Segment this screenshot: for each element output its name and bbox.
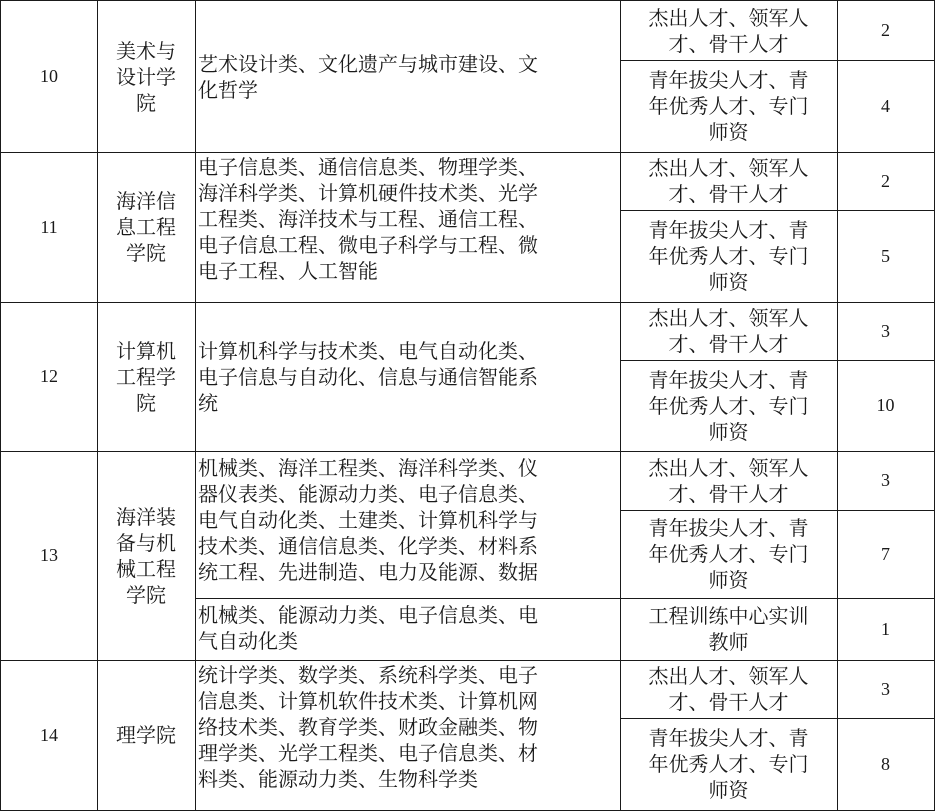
talent-category	[620, 1, 837, 60]
talent-category-line: 才、骨干人才	[668, 182, 789, 206]
college-name-text	[116, 338, 176, 416]
majors-list	[195, 302, 620, 451]
majors-list-line: 电子信息类、通信信息类、物理学类、	[198, 155, 538, 179]
talent-category-line: 师资	[708, 120, 749, 144]
majors-list-text	[198, 662, 538, 792]
majors-list-line: 艺术设计类、文化遗产与城市建设、文	[198, 51, 538, 76]
majors-list-line: 料类、能源动力类、生物科学类	[198, 767, 478, 791]
college-name-line: 海洋装	[116, 504, 176, 529]
talent-category-line: 才、骨干人才	[668, 31, 789, 56]
majors-list-extra-line: 气自动化类	[198, 629, 298, 653]
college-name-line: 械工程	[116, 556, 176, 581]
majors-list-text	[198, 338, 538, 416]
majors-list-line: 技术类、通信信息类、化学类、材料系	[198, 534, 538, 558]
position-count: 2	[881, 170, 890, 191]
majors-list-line: 电子信息工程、微电子科学与工程、微	[198, 233, 538, 257]
talent-category-line: 才、骨干人才	[668, 481, 789, 506]
majors-list-line: 电子信息与自动化、信息与通信智能系	[198, 364, 538, 389]
talent-category	[620, 510, 837, 598]
talent-category-line: 才、骨干人才	[668, 332, 789, 356]
majors-list-line: 电气自动化类、土建类、计算机科学与	[198, 508, 538, 532]
college-name	[97, 1, 195, 152]
talent-category-line: 年优秀人才、专门	[648, 752, 809, 776]
talent-category-line: 年优秀人才、专门	[648, 393, 809, 418]
talent-category-line: 年优秀人才、专门	[648, 542, 809, 566]
majors-list-line: 统计学类、数学类、系统科学类、电子	[198, 663, 538, 687]
majors-list-line: 化哲学	[198, 77, 258, 102]
talent-category-line: 才、骨干人才	[668, 690, 789, 714]
majors-list	[195, 451, 620, 598]
majors-list-line: 工程类、海洋技术与工程、通信工程、	[198, 207, 538, 231]
talent-category-line: 年优秀人才、专门	[648, 94, 809, 118]
talent-category-text	[649, 217, 809, 295]
college-name-text	[116, 504, 176, 608]
talent-category-text	[649, 663, 809, 715]
majors-list-extra-text	[198, 602, 538, 654]
majors-list-line: 机械类、海洋工程类、海洋科学类、仪	[198, 456, 538, 480]
college-name-line: 工程学	[116, 364, 176, 389]
position-count: 10	[876, 395, 895, 415]
position-count: 3	[881, 320, 890, 341]
majors-list-text	[198, 455, 538, 585]
college-name-text	[116, 188, 176, 266]
talent-category-line: 杰出人才、领军人	[648, 455, 809, 480]
talent-category-text	[649, 67, 809, 145]
majors-list-line: 海洋科学类、计算机硬件技术类、光学	[198, 181, 538, 205]
majors-list-extra	[195, 598, 620, 660]
talent-category-line: 师资	[708, 270, 749, 294]
majors-list-extra-line: 机械类、能源动力类、电子信息类、电	[198, 603, 538, 627]
college-name-line: 息工程	[116, 215, 176, 239]
talent-category-line: 杰出人才、领军人	[648, 5, 809, 30]
majors-list-text	[198, 51, 538, 103]
college-name-line: 海洋信	[116, 189, 176, 213]
college-name	[97, 660, 195, 810]
talent-category-line: 青年拔尖人才、青	[648, 726, 809, 750]
position-count: 7	[881, 543, 890, 564]
talent-category-line: 杰出人才、领军人	[648, 664, 809, 688]
talent-category-text	[649, 455, 809, 507]
position-count: 3	[881, 470, 890, 490]
talent-category-line: 师资	[708, 568, 749, 592]
talent-category	[620, 598, 837, 660]
college-name-line: 备与机	[116, 530, 176, 555]
talent-category-line: 师资	[708, 778, 749, 802]
college-name-line: 院	[136, 390, 156, 415]
college-name-line: 设计学	[116, 64, 176, 89]
majors-list-line: 器仪表类、能源动力类、电子信息类、	[198, 482, 538, 506]
talent-category-text	[649, 603, 809, 655]
talent-category	[620, 60, 837, 152]
majors-list-line: 统	[198, 390, 218, 415]
talent-category-text	[649, 305, 809, 357]
position-count: 1	[881, 618, 890, 639]
college-name-line: 计算机	[116, 338, 176, 363]
talent-category-line: 杰出人才、领军人	[648, 306, 809, 330]
talent-category-line: 工程训练中心实训	[648, 604, 809, 628]
row-number: 11	[40, 216, 58, 237]
talent-category-line: 青年拔尖人才、青	[648, 367, 809, 392]
majors-list-line: 电子工程、人工智能	[198, 259, 378, 283]
talent-category-line: 青年拔尖人才、青	[648, 218, 809, 242]
talent-category-line: 教师	[708, 630, 749, 654]
talent-category	[620, 451, 837, 510]
row-number: 14	[40, 724, 58, 745]
college-name-text	[116, 38, 176, 116]
position-count: 2	[881, 20, 890, 40]
college-name-line: 院	[136, 90, 156, 115]
talent-category	[620, 718, 837, 810]
talent-category-line: 师资	[708, 419, 749, 444]
position-count: 4	[881, 95, 890, 116]
talent-category-line: 青年拔尖人才、青	[648, 516, 809, 540]
talent-category	[620, 360, 837, 451]
talent-category-text	[649, 5, 809, 57]
college-name-line: 美术与	[116, 38, 176, 63]
talent-category	[620, 302, 837, 360]
position-count: 3	[881, 678, 890, 699]
majors-list-line: 络技术类、教育学类、财政金融类、物	[198, 715, 538, 739]
majors-list-text	[198, 154, 538, 284]
majors-list-line: 信息类、计算机软件技术类、计算机网	[198, 689, 538, 713]
college-name-line: 学院	[126, 241, 166, 265]
talent-category-line: 青年拔尖人才、青	[648, 68, 809, 92]
majors-list	[195, 1, 620, 152]
talent-category-text	[649, 155, 809, 207]
college-name-line: 学院	[126, 582, 166, 607]
row-number: 10	[40, 66, 58, 86]
college-name	[97, 152, 195, 302]
talent-category-line: 杰出人才、领军人	[648, 156, 809, 180]
majors-list	[195, 660, 620, 810]
majors-list-line: 统工程、先进制造、电力及能源、数据	[198, 560, 538, 584]
talent-category-text	[649, 367, 809, 445]
college-name-text	[116, 722, 176, 748]
college-name	[97, 451, 195, 660]
majors-list-line: 理学类、光学工程类、电子信息类、材	[198, 741, 538, 765]
position-count: 5	[881, 245, 890, 266]
position-count: 8	[881, 753, 890, 774]
talent-category-text	[649, 515, 809, 593]
majors-list-line: 计算机科学与技术类、电气自动化类、	[198, 338, 538, 363]
college-name	[97, 302, 195, 451]
row-number: 13	[40, 545, 58, 565]
talent-category-line: 年优秀人才、专门	[648, 244, 809, 268]
talent-category	[620, 660, 837, 718]
talent-category	[620, 152, 837, 210]
majors-list	[195, 152, 620, 302]
row-number: 12	[40, 366, 58, 386]
college-name-line: 理学院	[116, 723, 176, 747]
talent-category-text	[649, 725, 809, 803]
talent-category	[620, 210, 837, 302]
